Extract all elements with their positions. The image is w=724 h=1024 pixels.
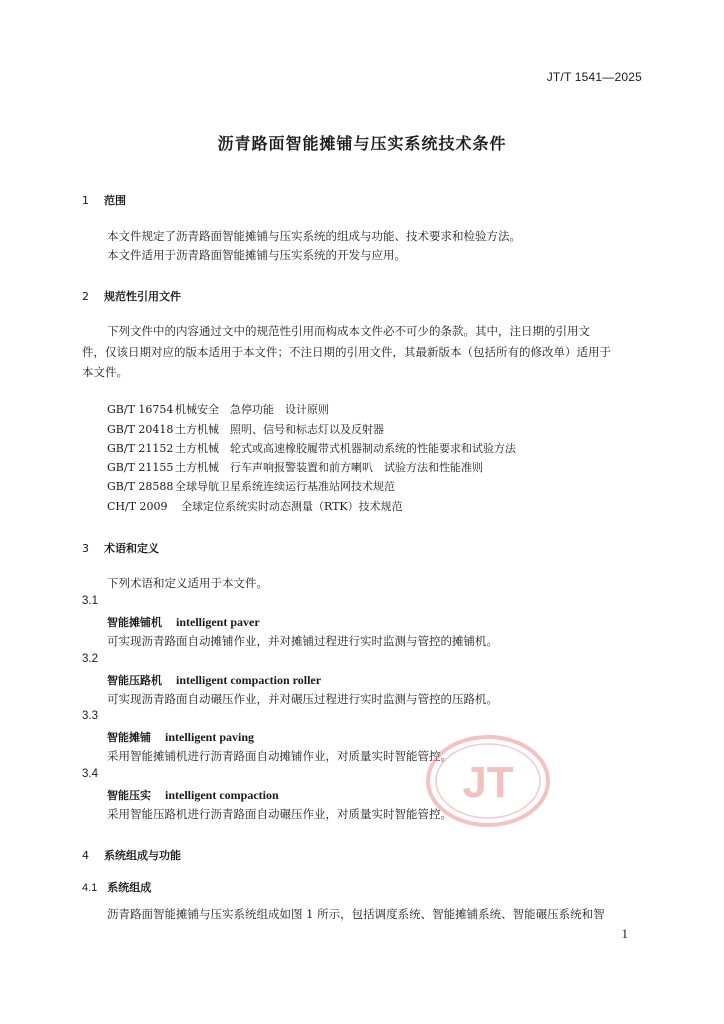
scope-paragraph-2: 本文件适用于沥青路面智能摊铺与压实系统的开发与应用。 bbox=[107, 248, 406, 262]
watermark-text: JT bbox=[462, 758, 514, 807]
reference-item bbox=[107, 421, 384, 437]
term-definition: 可实现沥青路面自动碾压作业，并对碾压过程进行实时监测与管控的压路机。 bbox=[107, 692, 498, 706]
reference-title: 机械安全 急停功能 设计原则 bbox=[175, 403, 329, 416]
term-name bbox=[107, 614, 260, 630]
term-definition: 采用智能摊铺机进行沥青路面自动摊铺作业，对质量实时智能管控。 bbox=[107, 749, 452, 763]
reference-item bbox=[107, 440, 516, 456]
term-name-en: intelligent compaction roller bbox=[176, 673, 322, 687]
section-4-heading bbox=[82, 847, 181, 863]
reference-item bbox=[107, 498, 403, 514]
term-name-en: intelligent compaction bbox=[165, 788, 279, 802]
term-name-zh: 智能摊铺 bbox=[107, 731, 151, 744]
reference-code: GB/T 16754 bbox=[107, 403, 174, 416]
normative-intro-line-2: 件，仅该日期对应的版本适用于本文件；不注日期的引用文件，其最新版本（包括所有的修改单）适用于 bbox=[82, 345, 611, 359]
term-name bbox=[107, 729, 254, 745]
section-number: 2 bbox=[82, 290, 89, 303]
term-definition: 采用智能压路机进行沥青路面自动碾压作业，对质量实时智能管控。 bbox=[107, 807, 452, 821]
page-number: 1 bbox=[621, 926, 628, 941]
section-title: 规范性引用文件 bbox=[104, 290, 181, 303]
reference-code: GB/T 20418 bbox=[107, 423, 174, 436]
document-title: 沥青路面智能摊铺与压实系统技术条件 bbox=[217, 134, 507, 153]
term-number: 3.4 bbox=[82, 768, 98, 780]
section-3-heading bbox=[82, 540, 159, 556]
reference-title: 全球定位系统实时动态测量（RTK）技术规范 bbox=[181, 500, 403, 513]
reference-title: 土方机械 轮式或高速橡胶履带式机器制动系统的性能要求和试验方法 bbox=[175, 442, 516, 455]
term-name-zh: 智能压路机 bbox=[107, 674, 162, 687]
jt-watermark-stamp bbox=[425, 733, 551, 829]
term-name-en: intelligent paving bbox=[165, 730, 255, 744]
section-number: 1 bbox=[82, 194, 89, 207]
reference-code: CH/T 2009 bbox=[107, 500, 168, 513]
term-name bbox=[107, 787, 279, 803]
reference-item bbox=[107, 478, 395, 494]
reference-title: 土方机械 照明、信号和标志灯以及反射器 bbox=[175, 423, 384, 436]
subsection-number: 4.1 bbox=[82, 882, 98, 894]
reference-code: GB/T 21155 bbox=[107, 461, 174, 474]
scope-paragraph-1: 本文件规定了沥青路面智能摊铺与压实系统的组成与功能、技术要求和检验方法。 bbox=[107, 229, 521, 243]
reference-item bbox=[107, 459, 483, 475]
reference-code: GB/T 21152 bbox=[107, 442, 174, 455]
system-composition-text: 沥青路面智能摊铺与压实系统组成如图 1 所示，包括调度系统、智能摊铺系统、智能碾压系统和智 bbox=[107, 907, 605, 921]
section-title: 系统组成与功能 bbox=[104, 849, 181, 862]
term-number: 3.1 bbox=[82, 595, 98, 607]
term-name-en: intelligent paver bbox=[176, 615, 260, 629]
reference-title: 土方机械 行车声响报警装置和前方喇叭 试验方法和性能准则 bbox=[175, 461, 483, 474]
term-name-zh: 智能摊铺机 bbox=[107, 616, 162, 629]
normative-intro-line-3: 本文件。 bbox=[82, 365, 128, 379]
subsection-4-1-heading bbox=[82, 879, 151, 895]
reference-code: GB/T 28588 bbox=[107, 480, 174, 493]
term-number: 3.3 bbox=[82, 710, 98, 722]
term-definition: 可实现沥青路面自动摊铺作业，并对摊铺过程进行实时监测与管控的摊铺机。 bbox=[107, 634, 498, 648]
terms-intro: 下列术语和定义适用于本文件。 bbox=[107, 576, 268, 590]
section-title: 术语和定义 bbox=[104, 542, 159, 555]
term-name-zh: 智能压实 bbox=[107, 789, 151, 802]
section-1-heading bbox=[82, 192, 126, 208]
normative-intro-line-1: 下列文件中的内容通过文中的规范性引用而构成本文件必不可少的条款。其中，注日期的引用文 bbox=[107, 324, 590, 338]
section-number: 3 bbox=[82, 542, 89, 555]
standard-code: JT/T 1541—2025 bbox=[546, 70, 642, 84]
section-2-heading bbox=[82, 288, 181, 304]
section-number: 4 bbox=[82, 849, 89, 862]
term-name bbox=[107, 672, 321, 688]
section-title: 范围 bbox=[104, 194, 126, 207]
term-number: 3.2 bbox=[82, 653, 98, 665]
subsection-title: 系统组成 bbox=[107, 881, 152, 894]
reference-title: 全球导航卫星系统连续运行基准站网技术规范 bbox=[175, 480, 395, 493]
reference-item bbox=[107, 401, 329, 417]
